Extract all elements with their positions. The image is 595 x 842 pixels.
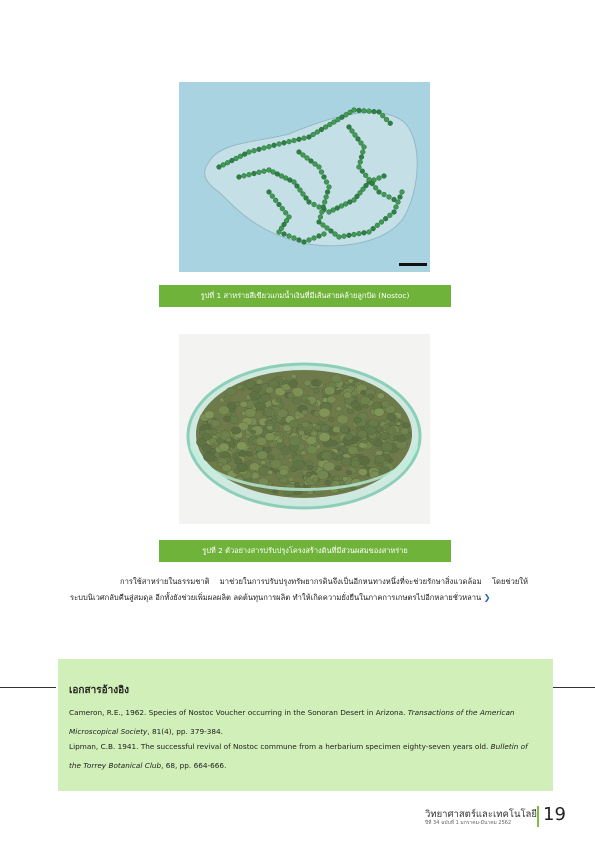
nostoc-illustration: [179, 82, 430, 272]
granule: [249, 463, 259, 471]
cell: [277, 230, 282, 235]
figure-2-caption: รูปที่ 2 ตัวอย่างสารปรับปรุงโครงสร้างดินที่มีส่วนผสมของสาหร่าย: [159, 540, 451, 562]
cell: [302, 136, 307, 141]
granule: [403, 423, 410, 428]
cell: [358, 160, 363, 165]
cell: [282, 232, 287, 237]
reference-item: [69, 703, 539, 741]
nostoc-micrograph: [179, 82, 430, 272]
granule: [380, 432, 389, 439]
granule: [386, 427, 396, 435]
cell: [225, 160, 230, 165]
cell: [352, 108, 357, 113]
granule: [304, 435, 309, 439]
cell: [292, 236, 297, 241]
cell: [311, 132, 316, 137]
cell: [301, 153, 306, 158]
cell: [312, 236, 317, 241]
granule: [337, 415, 349, 424]
cell: [377, 190, 382, 195]
reference-journal: Transactions of the American Microscopical Society: [69, 708, 515, 736]
reference-journal: Bulletin of the Torrey Botanical Club: [69, 742, 528, 770]
body-paragraph: [70, 574, 528, 606]
granule: [267, 470, 272, 474]
granule: [360, 396, 370, 404]
granule: [236, 442, 247, 451]
cell: [287, 139, 292, 144]
cell: [319, 170, 324, 175]
granule: [311, 380, 318, 386]
cell: [252, 171, 257, 176]
granule: [381, 442, 393, 452]
granule: [317, 470, 329, 479]
cell: [242, 173, 247, 178]
granule: [217, 462, 223, 467]
cell: [367, 109, 372, 114]
granule: [211, 419, 221, 427]
cell: [257, 147, 262, 152]
cell: [329, 229, 334, 234]
cell: [387, 213, 392, 218]
granule: [354, 417, 362, 423]
reference-text: Lipman, C.B. 1941. The successful revival of Nostoc commune from a herbarium specimen eighty-seven years old.: [69, 742, 491, 751]
cell: [347, 233, 352, 238]
granule: [374, 408, 384, 416]
granule: [255, 445, 263, 451]
granule: [301, 410, 308, 415]
cell: [325, 226, 330, 231]
cell: [359, 155, 364, 160]
cell: [388, 121, 393, 126]
granule: [260, 460, 265, 464]
granule: [289, 420, 299, 428]
granule: [335, 466, 342, 471]
granule: [291, 432, 297, 437]
cell: [398, 195, 403, 200]
granule: [267, 454, 274, 459]
cell: [382, 192, 387, 197]
granule: [223, 397, 229, 402]
granule: [280, 469, 289, 476]
cell: [325, 190, 330, 195]
cell: [247, 172, 252, 177]
granule: [250, 430, 255, 434]
cell: [394, 205, 399, 210]
cell: [257, 170, 262, 175]
cell: [362, 108, 367, 113]
cell: [377, 110, 382, 115]
granule: [366, 426, 377, 435]
cell: [317, 205, 322, 210]
granule: [360, 426, 365, 430]
cell: [319, 127, 324, 132]
granule: [350, 401, 359, 408]
granule: [279, 455, 285, 460]
figure-1-caption: รูปที่ 1 สาหร่ายสีเขียวแกมน้ำเงินที่มีเส้นสายคล้ายลูกปัด (Nostoc): [159, 285, 451, 307]
cell: [295, 184, 300, 189]
cell: [384, 117, 389, 122]
granule: [246, 452, 252, 457]
cell: [322, 200, 327, 205]
granule: [333, 426, 341, 433]
granule: [294, 482, 299, 486]
granule: [288, 477, 294, 482]
granule: [265, 387, 273, 394]
gel-sheath: [205, 112, 418, 245]
granule: [231, 448, 237, 453]
granule: [245, 408, 256, 417]
cell: [324, 180, 329, 185]
cell: [367, 177, 372, 182]
cell: [312, 202, 317, 207]
granule: [358, 468, 367, 475]
cell: [234, 156, 239, 161]
reference-item: [69, 737, 539, 775]
granule: [348, 379, 353, 383]
divider-right: [553, 687, 595, 688]
cell: [357, 231, 362, 236]
cell: [221, 162, 226, 167]
cell: [287, 234, 292, 239]
granule: [275, 398, 281, 403]
granule: [275, 431, 281, 436]
granule: [223, 416, 230, 422]
granule: [400, 428, 409, 435]
granule: [239, 450, 247, 456]
cell: [262, 146, 267, 151]
cell: [267, 190, 272, 195]
granule: [235, 401, 241, 406]
end-mark-icon: ❯: [483, 593, 491, 602]
cell: [298, 188, 303, 193]
granule: [287, 393, 294, 399]
cell: [304, 196, 309, 201]
reference-text: Cameron, R.E., 1962. Species of Nostoc Voucher occurring in the Sonoran Desert in Arizona.: [69, 708, 408, 717]
cell: [317, 165, 322, 170]
cell: [272, 143, 277, 148]
granule: [319, 408, 331, 417]
cell: [317, 220, 322, 225]
cell: [323, 125, 328, 130]
granule: [277, 409, 288, 418]
granule: [302, 421, 310, 427]
granule: [289, 437, 301, 446]
granule: [381, 400, 390, 407]
granule: [203, 452, 215, 461]
granule: [204, 411, 214, 419]
cell: [282, 140, 287, 145]
body-text: การใช้สาหร่ายในธรรมชาติ มาช่วยในการปรับปรุงทรัพยากรดินจึงเป็นอีกหนทางหนึ่งที่จะช่วยรักษาสิ่งแวดล้อม โดยช่วยให้ระบบนิเวศกลับคืนสู่สมดุล อีกทั้งยังช่วยเพิ่มผลผลิต ลดต้นทุนการผลิต ทำให้เกิดความยั่งยืนในภาคการเกษตรไปอีกหลายชั่วหลาน: [70, 577, 528, 602]
granule: [348, 446, 359, 454]
granule: [341, 458, 352, 466]
cell: [371, 226, 376, 231]
granule: [324, 386, 335, 395]
cell: [307, 238, 312, 243]
granule: [261, 394, 270, 401]
granule: [267, 425, 273, 430]
granule: [231, 412, 236, 416]
cell: [280, 206, 285, 211]
cell: [382, 174, 387, 179]
cell: [352, 232, 357, 237]
cell: [353, 133, 358, 138]
cell: [309, 159, 314, 164]
cell: [359, 141, 364, 146]
cell: [277, 142, 282, 147]
granule: [311, 431, 318, 436]
cell: [360, 150, 365, 155]
cell: [307, 135, 312, 140]
granule: [295, 415, 300, 419]
cell: [387, 195, 392, 200]
granule: [237, 384, 243, 389]
granule: [231, 427, 241, 435]
granule: [346, 470, 352, 475]
granule: [375, 455, 385, 463]
granule: [269, 442, 276, 448]
cell: [321, 223, 326, 228]
granule: [298, 430, 304, 435]
cell: [297, 150, 302, 155]
granule: [377, 393, 385, 399]
granule: [265, 408, 276, 416]
cell: [372, 109, 377, 114]
cell: [267, 144, 272, 149]
granule: [256, 379, 263, 385]
granule: [270, 460, 281, 469]
granule: [313, 388, 319, 393]
reference-details: , 81(4), pp. 379-384.: [147, 727, 223, 736]
granule: [397, 435, 405, 442]
cell: [324, 195, 329, 200]
footer-divider: [537, 806, 539, 827]
cell: [302, 240, 307, 245]
cell: [242, 152, 247, 157]
granule: [387, 413, 396, 420]
granule: [329, 417, 335, 422]
cell: [292, 138, 297, 143]
granule: [319, 433, 330, 442]
granule: [226, 437, 232, 442]
cell: [363, 173, 368, 178]
cell: [357, 108, 362, 113]
scale-bar: [399, 263, 427, 266]
granule: [257, 451, 268, 460]
petri-dish-photo: [179, 334, 430, 524]
granule: [202, 445, 212, 453]
cell: [362, 145, 367, 150]
petri-dish-illustration: [179, 334, 430, 524]
page-number: 19: [543, 804, 566, 825]
granule: [327, 396, 336, 403]
granule: [300, 451, 305, 455]
granule: [250, 392, 261, 401]
granule: [245, 380, 256, 389]
granule: [305, 400, 310, 404]
granule: [265, 433, 275, 441]
granule: [321, 451, 332, 460]
granule: [288, 380, 297, 387]
cell: [307, 200, 312, 205]
cell: [277, 202, 282, 207]
cell: [317, 234, 322, 239]
granule: [336, 406, 342, 411]
references-title: เอกสารอ้างอิง: [69, 685, 129, 696]
cell: [321, 205, 326, 210]
granule: [340, 426, 349, 433]
cell: [360, 169, 365, 174]
cell: [297, 137, 302, 142]
granule: [245, 434, 250, 438]
granule: [345, 434, 353, 441]
cell: [322, 175, 327, 180]
granule: [219, 443, 229, 451]
granule: [202, 434, 211, 441]
granule: [323, 462, 335, 471]
cell: [342, 234, 347, 239]
cell: [383, 216, 388, 221]
cell: [315, 130, 320, 135]
granule: [351, 460, 360, 467]
cell: [238, 154, 243, 159]
cell: [362, 230, 367, 235]
granule: [291, 374, 296, 378]
granule: [347, 409, 354, 414]
cell: [313, 162, 318, 167]
granule: [293, 460, 305, 470]
granule: [307, 445, 318, 454]
cell: [305, 156, 310, 161]
granule: [343, 392, 351, 399]
granule: [372, 471, 379, 477]
cell: [322, 232, 327, 237]
granule: [293, 398, 300, 404]
cell: [262, 169, 267, 174]
cell: [356, 137, 361, 142]
granule: [234, 469, 239, 473]
granule: [240, 401, 248, 407]
cell: [301, 192, 306, 197]
granule: [320, 424, 329, 431]
granule: [226, 387, 237, 396]
granule: [325, 480, 331, 485]
granule: [342, 477, 348, 482]
cell: [327, 122, 332, 127]
cell: [357, 165, 362, 170]
cell: [217, 165, 222, 170]
cell: [327, 185, 332, 190]
cell: [252, 148, 257, 153]
granule: [331, 374, 342, 383]
cell: [247, 150, 252, 155]
cell: [273, 198, 278, 203]
cell: [380, 113, 385, 118]
cell: [318, 215, 323, 220]
cell: [350, 129, 355, 134]
issue-info: ปีที่ 34 ฉบับที่ 1 มกราคม-มีนาคม 2562: [425, 820, 512, 826]
cell: [375, 223, 380, 228]
cell: [400, 190, 405, 195]
cell: [283, 210, 288, 215]
cell: [319, 210, 324, 215]
cell: [373, 185, 378, 190]
cell: [229, 158, 234, 163]
cell: [333, 232, 338, 237]
cell: [270, 194, 275, 199]
cell: [237, 175, 242, 180]
cell: [377, 176, 382, 181]
granule: [351, 391, 358, 396]
granule: [273, 490, 278, 494]
granule: [338, 450, 344, 455]
cell: [347, 125, 352, 130]
cell: [370, 181, 375, 186]
granule: [313, 477, 319, 482]
cell: [297, 238, 302, 243]
cell: [392, 197, 397, 202]
granule: [307, 465, 313, 470]
reference-details: , 68, pp. 664-666.: [161, 761, 227, 770]
cell: [292, 180, 297, 185]
cell: [337, 235, 342, 240]
cell: [379, 220, 384, 225]
granule: [234, 458, 242, 464]
cell: [392, 210, 397, 215]
divider-left: [0, 687, 56, 688]
granule: [304, 380, 312, 386]
cell: [367, 230, 372, 235]
magazine-title: วิทยาศาสตร์และเทคโนโลยี: [425, 809, 537, 820]
